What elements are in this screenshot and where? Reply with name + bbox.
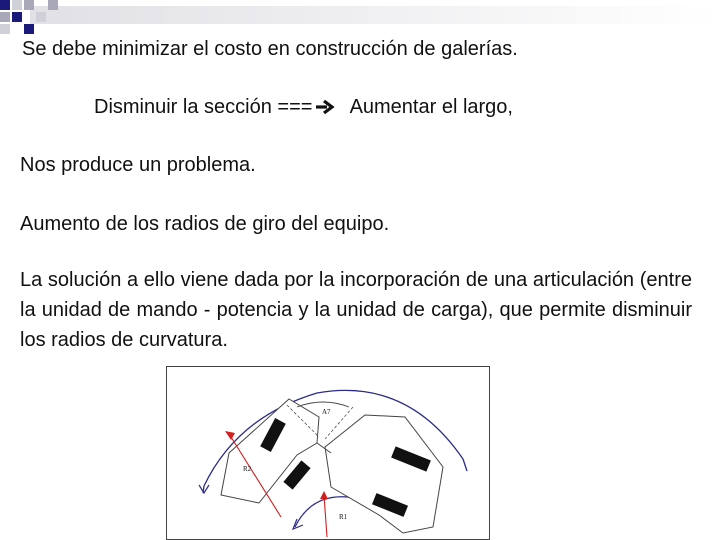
radius-r1-label: R1 <box>339 513 348 521</box>
slide-line-1: Se debe minimizar el costo en construcción de galerías. <box>22 38 518 60</box>
angle-arc <box>297 402 349 407</box>
radius-r2-arrowhead-icon <box>225 431 235 440</box>
angle-label: A7 <box>322 408 331 416</box>
radius-r2-label: R2 <box>243 465 252 473</box>
line-2-right: Aumentar el largo, <box>349 96 513 118</box>
radius-r1-line <box>324 495 327 537</box>
radius-r1-arrowhead-icon <box>320 491 328 499</box>
articulated-vehicle-figure <box>166 366 490 540</box>
figure-drawing <box>167 367 490 540</box>
slide-paragraph: La solución a ello viene dada por la incorporación de una articulación (entre la unidad de mando - potencia y la unidad de carga), que permite disminuir los radios de curvatura. <box>20 269 692 351</box>
right-arrow-icon <box>314 98 336 116</box>
slide-line-4: Aumento de los radios de giro del equipo. <box>20 213 390 235</box>
slide-line-3: Nos produce un problema. <box>20 154 256 176</box>
slide-line-2 <box>94 96 513 119</box>
corner-decoration <box>0 0 720 38</box>
line-2-left: Disminuir la sección === <box>94 96 313 118</box>
